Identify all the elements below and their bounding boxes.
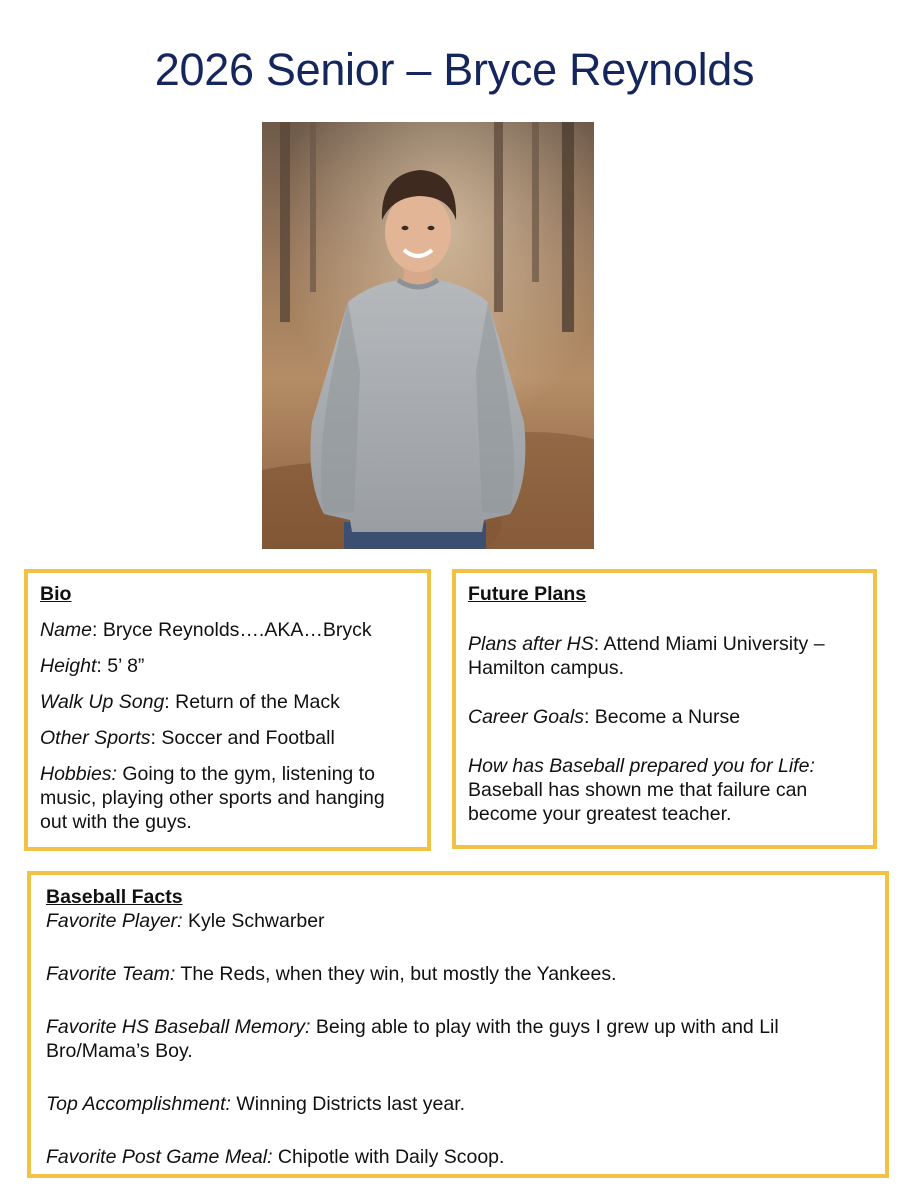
bio-name <box>40 618 415 642</box>
bio-heading: Bio <box>40 583 72 605</box>
fact-top-accomplishment <box>46 1092 870 1116</box>
player-label: Favorite Player: <box>46 910 183 932</box>
bio-box <box>24 569 431 851</box>
height-label: Height <box>40 655 97 677</box>
portrait-illustration <box>262 122 594 549</box>
plans-label: Plans after HS <box>468 633 594 655</box>
accomplishment-value: Winning Districts last year. <box>230 1093 466 1115</box>
accomplishment-label: Top Accomplishment: <box>46 1093 231 1115</box>
meal-value: Chipotle with Daily Scoop. <box>272 1146 505 1168</box>
senior-portrait-photo <box>262 122 594 549</box>
song-value: : Return of the Mack <box>164 691 340 713</box>
baseball-facts-box <box>27 871 889 1178</box>
bio-other-sports <box>40 726 415 750</box>
page-title: 2026 Senior – Bryce Reynolds <box>154 44 755 95</box>
fact-favorite-team <box>46 962 870 986</box>
future-plans-after-hs <box>468 632 861 680</box>
bio-height <box>40 654 415 678</box>
plans-value: : Attend Miami University – Hamilton campus. <box>468 633 825 679</box>
fact-hs-memory <box>46 1015 870 1063</box>
memory-label: Favorite HS Baseball Memory: <box>46 1016 311 1038</box>
future-heading: Future Plans <box>468 583 587 605</box>
height-value: : 5’ 8” <box>96 655 145 677</box>
meal-label: Favorite Post Game Meal: <box>46 1146 273 1168</box>
career-value: : Become a Nurse <box>583 706 741 728</box>
memory-value: Being able to play with the guys I grew up with and Lil Bro/Mama’s Boy. <box>46 1016 779 1062</box>
fact-post-game-meal <box>46 1145 870 1169</box>
career-label: Career Goals <box>468 706 584 728</box>
player-value: Kyle Schwarber <box>182 910 325 932</box>
name-value: : Bryce Reynolds….AKA…Bryck <box>92 619 372 641</box>
sports-value: : Soccer and Football <box>150 727 335 749</box>
fact-favorite-player <box>46 909 870 933</box>
team-label: Favorite Team: <box>46 963 176 985</box>
facts-heading: Baseball Facts <box>46 886 183 908</box>
hobbies-label: Hobbies: <box>40 763 117 785</box>
hobbies-value: Going to the gym, listening to music, playing other sports and hanging out with the guys. <box>40 763 385 833</box>
name-label: Name <box>40 619 93 641</box>
life-value: Baseball has shown me that failure can become your greatest teacher. <box>468 779 808 825</box>
sports-label: Other Sports <box>40 727 151 749</box>
bio-hobbies <box>40 762 415 834</box>
life-label: How has Baseball prepared you for Life: <box>468 755 815 777</box>
future-career-goals <box>468 705 861 729</box>
song-label: Walk Up Song <box>40 691 165 713</box>
team-value: The Reds, when they win, but mostly the Yankees. <box>175 963 617 985</box>
future-plans-box <box>452 569 877 849</box>
bio-walk-up-song <box>40 690 415 714</box>
